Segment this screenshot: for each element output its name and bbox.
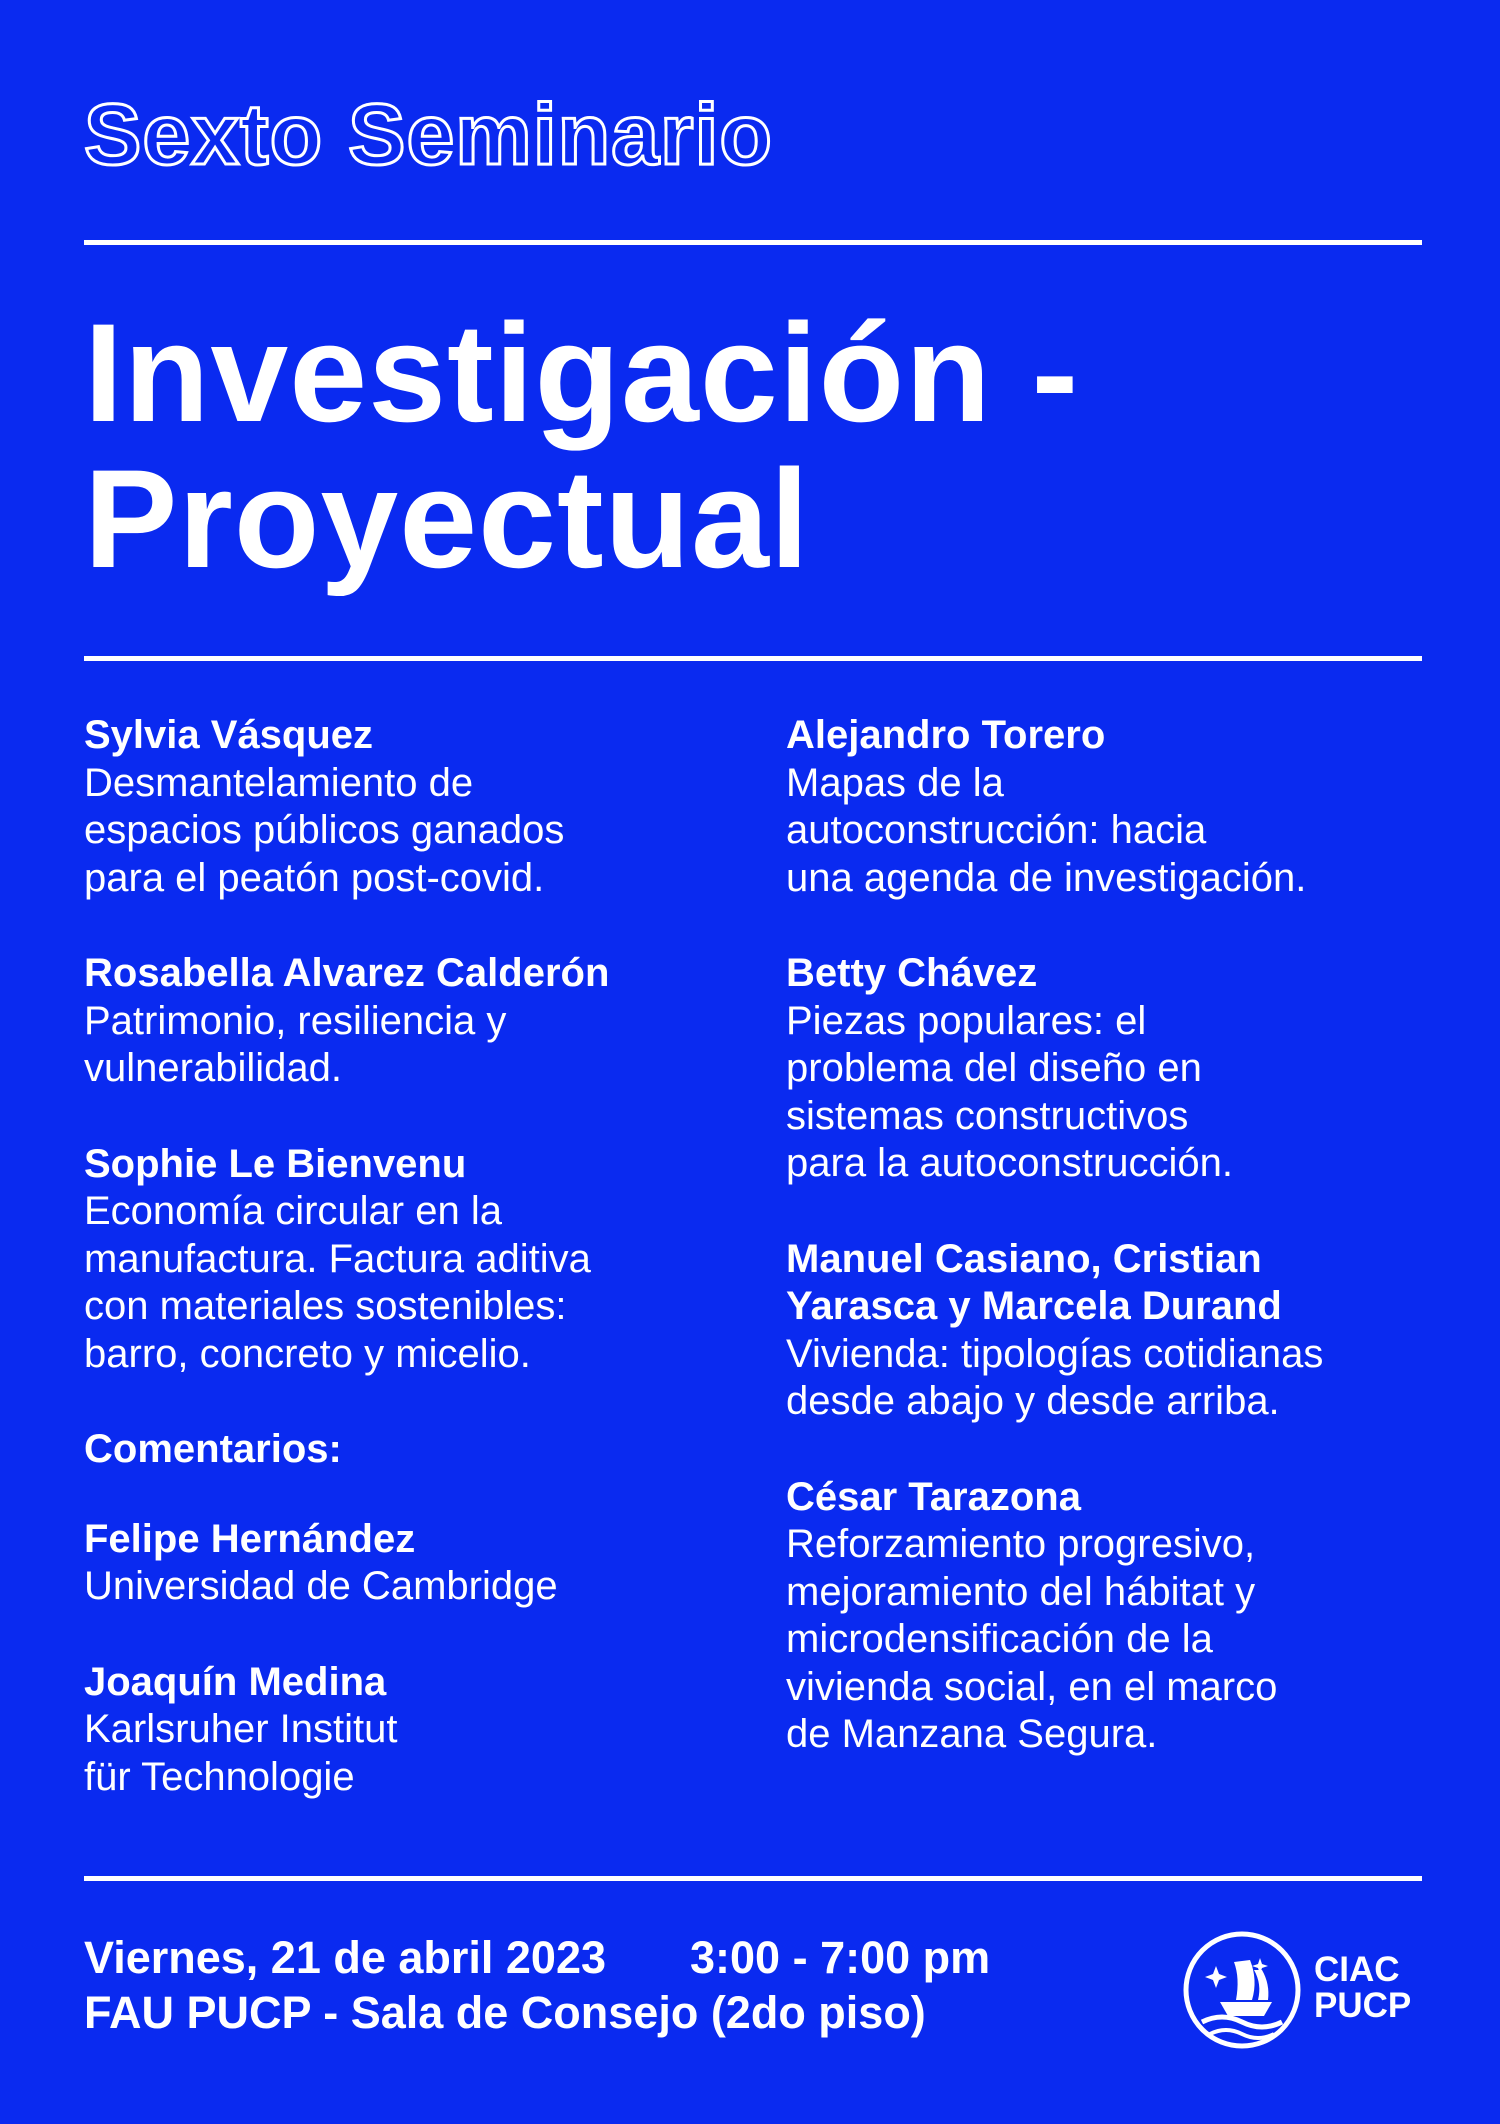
speaker-entry [786, 1474, 1466, 1759]
speaker-name-continued: Yarasca y Marcela Durand [786, 1284, 1282, 1328]
speakers-left-column [84, 712, 724, 1849]
speaker-topic: Desmantelamiento de espacios públicos ganados para el peatón post-covid. [84, 760, 565, 900]
speakers-right-column [786, 712, 1466, 1807]
event-date: Viernes, 21 de abril 2023 [84, 1932, 607, 1983]
logo-line-1: CIAC [1314, 1950, 1400, 1989]
title-line-1: Investigación - [84, 294, 1080, 451]
commentator-affiliation: Karlsruher Institut für Technologie [84, 1707, 398, 1799]
speaker-topic: Mapas de la autoconstrucción: hacia una agenda de investigación. [786, 760, 1307, 900]
title-line-2: Proyectual [84, 440, 810, 597]
speaker-entry [786, 950, 1466, 1188]
page-title [84, 294, 1080, 597]
divider-bottom [84, 1876, 1422, 1881]
event-venue: FAU PUCP - Sala de Consejo (2do piso) [84, 1987, 926, 2038]
commentator-name: Joaquín Medina [84, 1659, 387, 1704]
seminar-number: Sexto Seminario [84, 87, 773, 183]
logo-line-2: PUCP [1314, 1986, 1412, 2025]
speaker-entry [84, 950, 724, 1093]
ship-emblem-icon [1180, 1928, 1304, 2052]
comments-label: Comentarios: [84, 1427, 342, 1471]
speaker-name: Sylvia Vásquez [84, 713, 374, 757]
speaker-topic: Vivienda: tipologías cotidianas desde abajo y desde arriba. [786, 1331, 1324, 1423]
commentator-affiliation: Universidad de Cambridge [84, 1564, 558, 1608]
speaker-name: César Tarazona [786, 1474, 1081, 1519]
speaker-topic: Patrimonio, resiliencia y vulnerabilidad. [84, 998, 507, 1090]
event-time: 3:00 - 7:00 pm [690, 1932, 991, 1983]
speaker-name: Manuel Casiano, Cristian [786, 1236, 1262, 1281]
commentator-name: Felipe Hernández [84, 1516, 416, 1561]
ciac-pucp-logo [1180, 1928, 1440, 2052]
speaker-topic: Economía circular en la manufactura. Factura aditiva con materiales sostenibles: barro, concreto y micelio. [84, 1189, 591, 1376]
logo-wordmark [1314, 1952, 1411, 2024]
speaker-name: Alejandro Torero [786, 713, 1106, 757]
divider-middle [84, 656, 1422, 661]
speaker-entry [84, 1141, 724, 1379]
speaker-name: Rosabella Alvarez Calderón [84, 951, 610, 995]
commentator-entry [84, 1516, 724, 1611]
event-details [84, 1930, 990, 2040]
speaker-entry [84, 712, 724, 902]
speaker-name: Betty Chávez [786, 951, 1038, 995]
speaker-name: Sophie Le Bienvenu [84, 1141, 467, 1186]
divider-top [84, 240, 1422, 245]
commentator-entry [84, 1659, 724, 1802]
speaker-entry [786, 1236, 1466, 1426]
speaker-topic: Piezas populares: el problema del diseño en sistemas constructivos para la autoconstrucción. [786, 998, 1233, 1185]
speaker-topic: Reforzamiento progresivo, mejoramiento del hábitat y microdensificación de la vivienda social, en el marco de Manzana Segura. [786, 1522, 1278, 1756]
speaker-entry [786, 712, 1466, 902]
